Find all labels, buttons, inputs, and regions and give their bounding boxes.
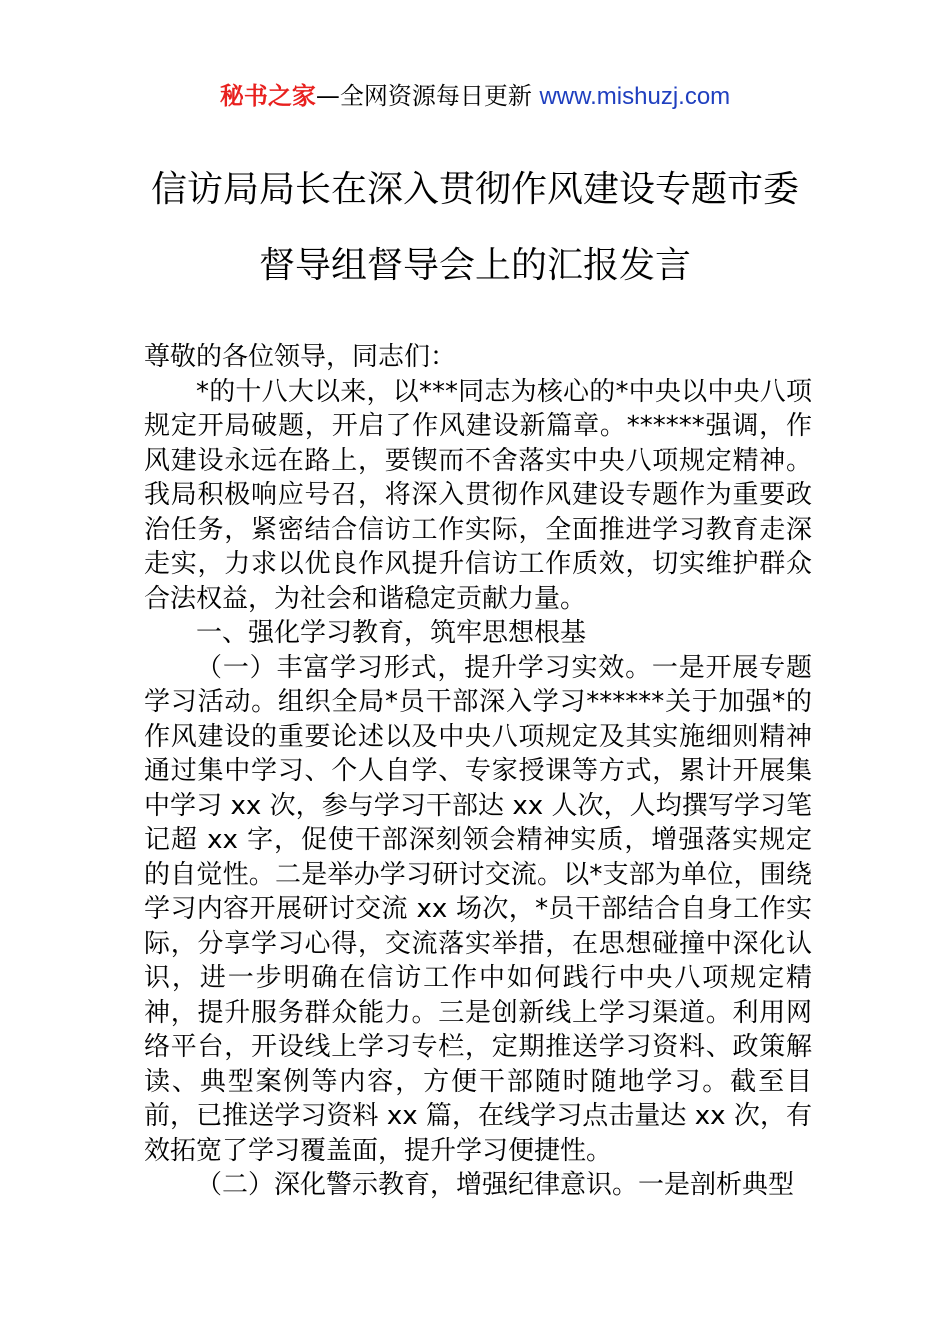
document-body <box>144 340 812 1203</box>
site-url-link[interactable]: www.mishuzj.com <box>539 83 731 110</box>
title-line-1: 信访局局长在深入贯彻作风建设专题市委 <box>150 169 799 210</box>
paragraph-learning-forms: （一）丰富学习形式，提升学习实效。一是开展专题学习活动。组织全局*员干部深入学习******关于加强*的作风建设的重要论述以及中央八项规定及其实施细则精神通过集中学习、个人自学、专家授课等方式，累计开展集中学习 xx 次，参与学习干部达 xx 人次，人均撰写学习笔记超 xx 字，促使干部深刻领会精神实质，增强落实规定的自觉性。二是举办学习研讨交流。以*支部为单位，围绕学习内容开展研讨交流 xx 场次，*员干部结合自身工作实际，分享学习心得，交流落实举措，在思想碰撞中深化认识，进一步明确在信访工作中如何践行中央八项规定精神，提升服务群众能力。三是创新线上学习渠道。利用网络平台，开设线上学习专栏，定期推送学习资料、政策解读、典型案例等内容，方便干部随时随地学习。截至目前，已推送学习资料 xx 篇，在线学习点击量达 xx 次，有效拓宽了学习覆盖面，提升学习便捷性。 <box>144 652 812 1166</box>
site-header <box>0 80 950 113</box>
header-tagline: —全网资源每日更新 <box>315 82 532 110</box>
paragraph-warning-education: （二）深化警示教育，增强纪律意识。一是剖析典型 <box>196 1170 795 1200</box>
document-title <box>60 152 890 304</box>
brand-name: 秘书之家 <box>219 82 316 110</box>
salutation: 尊敬的各位领导，同志们： <box>144 342 457 372</box>
title-line-2: 督导组督导会上的汇报发言 <box>258 245 691 286</box>
paragraph-intro: *的十八大以来，以***同志为核心的*中央以中央八项规定开局破题，开启了作风建设新篇章。******强调，作风建设永远在路上，要锲而不舍落实中央八项规定精神。我局积极响应号召，将深入贯彻作风建设专题作为重要政治任务，紧密结合信访工作实际，全面推进学习教育走深走实，力求以优良作风提升信访工作质效，切实维护群众合法权益，为社会和谐稳定贡献力量。 <box>144 376 812 614</box>
section-heading-1: 一、强化学习教育，筑牢思想根基 <box>196 618 587 648</box>
